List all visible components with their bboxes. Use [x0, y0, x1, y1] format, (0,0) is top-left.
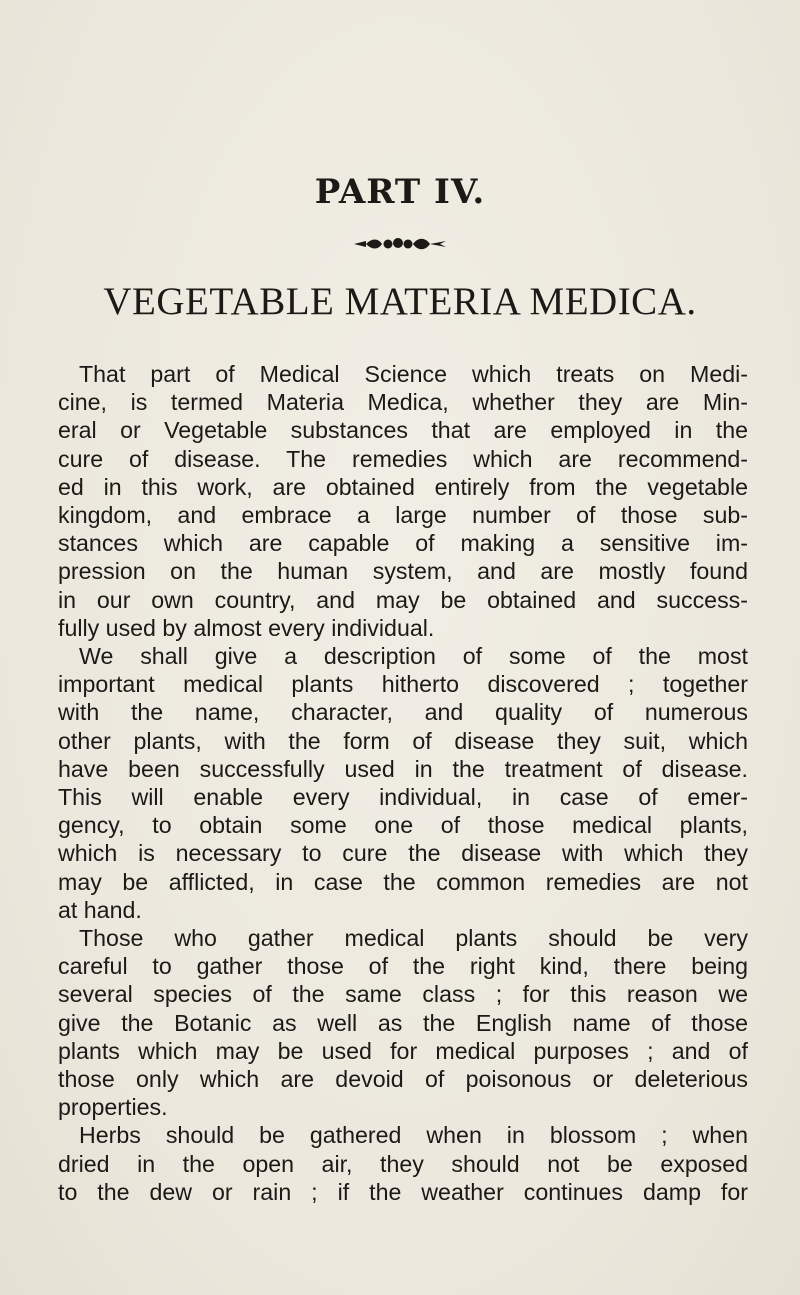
text-line: dried in the open air, they should not be exposed: [58, 1150, 748, 1177]
section-title: VEGETABLE MATERIA MEDICA.: [103, 280, 697, 323]
text-line: fully used by almost every individual.: [58, 614, 435, 641]
text-line: those only which are devoid of poisonous or deleterious: [58, 1066, 748, 1093]
text-line: give the Botanic as well as the English name of those: [58, 1009, 748, 1036]
text-line: at hand.: [58, 896, 142, 923]
text-line: in our own country, and may be obtained and success-: [58, 586, 748, 613]
text-line: which is necessary to cure the disease with which they: [58, 840, 748, 867]
text-line: That part of Medical Science which treats on Medi-: [79, 361, 748, 387]
text-line: eral or Vegetable substances that are employed in the: [58, 417, 748, 444]
ornament-icon: [352, 232, 448, 254]
text-line: properties.: [58, 1094, 168, 1121]
text-line: Herbs should be gathered when in blossom ; when: [79, 1122, 748, 1149]
text-line: other plants, with the form of disease they suit, which: [58, 727, 748, 754]
text-line: gency, to obtain some one of those medical plants,: [58, 812, 748, 839]
text-line: plants which may be used for medical purposes ; and of: [58, 1037, 748, 1064]
text-line: We shall give a description of some of the most: [79, 643, 748, 670]
text-line: careful to gather those of the right kind, there being: [58, 953, 748, 980]
text-line: This will enable every individual, in case of emer-: [58, 784, 748, 811]
text-line: important medical plants hitherto discovered ; together: [58, 671, 748, 698]
text-line: kingdom, and embrace a large number of those sub-: [58, 502, 748, 529]
text-line: have been successfully used in the treatment of disease.: [58, 755, 748, 782]
text-line: with the name, character, and quality of numerous: [58, 699, 748, 726]
text-line: cure of disease. The remedies which are recommend-: [58, 445, 748, 472]
text-line: stances which are capable of making a sensitive im-: [58, 530, 748, 557]
text-line: cine, is termed Materia Medica, whether they are Min-: [58, 389, 748, 416]
text-line: to the dew or rain ; if the weather continues damp for: [58, 1178, 748, 1205]
text-line: pression on the human system, and are mostly found: [58, 558, 748, 585]
part-heading: PART IV.: [314, 172, 486, 212]
text-line: ed in this work, are obtained entirely from the vegetable: [58, 473, 748, 500]
text-line: may be afflicted, in case the common remedies are not: [58, 868, 748, 895]
text-line: several species of the same class ; for this reason we: [58, 981, 748, 1008]
text-line: Those who gather medical plants should be very: [79, 925, 748, 952]
body-text: [58, 360, 748, 1206]
